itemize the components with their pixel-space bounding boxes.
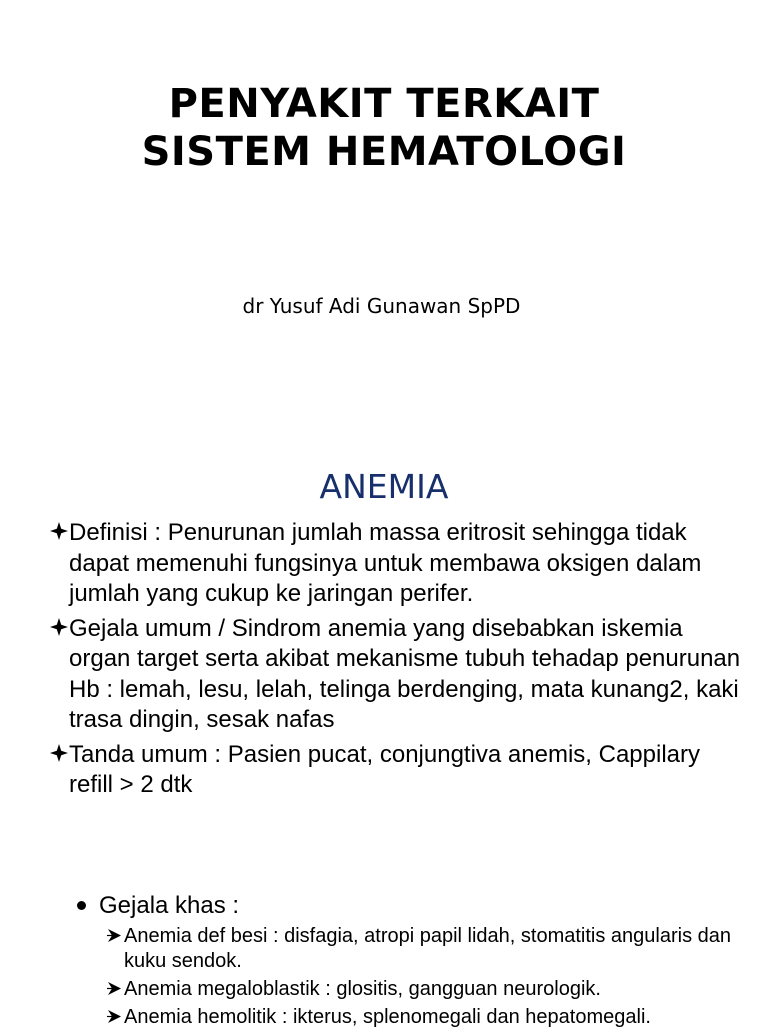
bullet-text: Tanda umum : Pasien pucat, conjungtiva anemis, Cappilary refill > 2 dtk [69, 740, 701, 798]
slide-title-line-2: SISTEM HEMATOLOGI [141, 129, 627, 175]
arrow-bullet-icon [106, 927, 123, 944]
list-item [49, 518, 749, 610]
list-item [106, 977, 755, 1002]
sub-item-text: Anemia hemolitik : ikterus, splenomegali dan hepatomegali. [124, 1006, 651, 1028]
list-item [49, 614, 749, 736]
diamond-bullet-icon [49, 617, 69, 637]
arrow-bullet-icon [106, 980, 123, 997]
round-bullet-icon [77, 901, 86, 910]
author-name: dr Yusuf Adi Gunawan SpPD [242, 294, 521, 318]
bullet-text: Definisi : Penurunan jumlah massa eritrosit sehingga tidak dapat memenuhi fungsinya untuk membawa oksigen dalam jumlah yang cukup ke jaringan perifer. [69, 519, 702, 607]
list-item [49, 740, 749, 801]
bullet-list [49, 518, 749, 805]
sub-item-text: Anemia def besi : disfagia, atropi papil lidah, stomatitis angularis dan kuku sendok. [124, 925, 732, 972]
diamond-bullet-icon [49, 521, 69, 541]
list-item [106, 1005, 755, 1030]
slide-title-line-1: PENYAKIT TERKAIT [168, 81, 600, 127]
gejala-khas-heading [75, 891, 755, 921]
sub-item-text: Anemia megaloblastik : glositis, gangguan neurologik. [124, 978, 601, 1000]
diamond-bullet-icon [49, 743, 69, 763]
list-item [106, 924, 755, 974]
slide-title [0, 80, 768, 176]
bullet-text: Gejala umum / Sindrom anemia yang disebabkan iskemia organ target serta akibat mekanisme tubuh tehadap penurunan Hb : lemah, lesu, lelah, telinga berdenging, mata kunang2, kaki trasa dingin, sesak nafas [69, 614, 741, 733]
arrow-bullet-icon [106, 1008, 123, 1025]
gejala-khas-section [75, 891, 755, 1030]
section-heading: ANEMIA [319, 467, 449, 506]
gejala-khas-label: Gejala khas : [99, 892, 240, 919]
